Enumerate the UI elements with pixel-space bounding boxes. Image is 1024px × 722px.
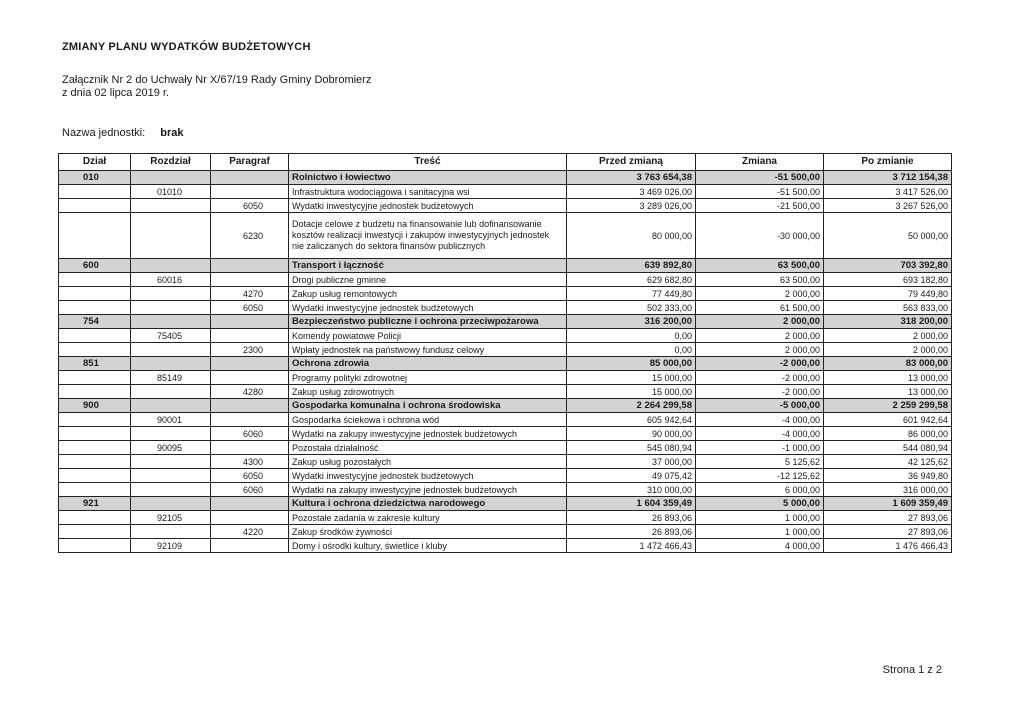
cell-dzial: 600: [59, 259, 131, 273]
cell-przed: 0,00: [567, 329, 696, 343]
cell-paragraf: [211, 399, 289, 413]
cell-paragraf: 4280: [211, 385, 289, 399]
cell-tresc: Wydatki inwestycyjne jednostek budżetowych: [289, 199, 567, 213]
cell-dzial: [59, 427, 131, 441]
cell-zmiana: -1 000,00: [696, 441, 824, 455]
table-row: [59, 399, 952, 413]
table-row: [59, 455, 952, 469]
cell-paragraf: 4270: [211, 287, 289, 301]
cell-zmiana: 5 000,00: [696, 497, 824, 511]
cell-przed: 502 333,00: [567, 301, 696, 315]
cell-tresc: Pozostała działalność: [289, 441, 567, 455]
unit-name: [62, 127, 183, 139]
cell-przed: 629 682,80: [567, 273, 696, 287]
cell-paragraf: 4300: [211, 455, 289, 469]
cell-po: 86 000,00: [824, 427, 952, 441]
cell-rozdzial: [131, 469, 211, 483]
cell-zmiana: 5 125,62: [696, 455, 824, 469]
cell-rozdzial: [131, 213, 211, 259]
cell-dzial: 010: [59, 171, 131, 185]
cell-rozdzial: [131, 315, 211, 329]
cell-paragraf: [211, 497, 289, 511]
annex-line-1: Załącznik Nr 2 do Uchwały Nr X/67/19 Rady Gminy Dobromierz: [62, 74, 372, 86]
cell-przed: 15 000,00: [567, 371, 696, 385]
table-row: [59, 469, 952, 483]
cell-po: 318 200,00: [824, 315, 952, 329]
cell-rozdzial: [131, 301, 211, 315]
unit-value: brak: [160, 127, 184, 139]
cell-paragraf: [211, 511, 289, 525]
table-row: [59, 199, 952, 213]
table-row: [59, 385, 952, 399]
cell-dzial: [59, 199, 131, 213]
cell-tresc: Infrastruktura wodociągowa i sanitacyjna wsi: [289, 185, 567, 199]
cell-po: 703 392,80: [824, 259, 952, 273]
cell-tresc: Zakup usług pozostałych: [289, 455, 567, 469]
table-row: [59, 511, 952, 525]
cell-dzial: 754: [59, 315, 131, 329]
header-rozdzial: Rozdział: [131, 154, 211, 171]
cell-po: 316 000,00: [824, 483, 952, 497]
table-row: [59, 213, 952, 259]
table-row: [59, 287, 952, 301]
cell-rozdzial: [131, 497, 211, 511]
cell-tresc: Drogi publiczne gminne: [289, 273, 567, 287]
cell-paragraf: 6050: [211, 199, 289, 213]
cell-przed: 605 942,64: [567, 413, 696, 427]
cell-przed: 80 000,00: [567, 213, 696, 259]
cell-dzial: [59, 539, 131, 553]
cell-przed: 1 604 359,49: [567, 497, 696, 511]
cell-po: 544 080,94: [824, 441, 952, 455]
cell-przed: 639 892,80: [567, 259, 696, 273]
cell-po: 13 000,00: [824, 385, 952, 399]
cell-dzial: [59, 483, 131, 497]
cell-dzial: [59, 511, 131, 525]
table-row: [59, 371, 952, 385]
cell-tresc: Bezpieczeństwo publiczne i ochrona przeciwpożarowa: [289, 315, 567, 329]
cell-zmiana: -2 000,00: [696, 385, 824, 399]
header-po-zmianie: Po zmianie: [824, 154, 952, 171]
table-row: [59, 413, 952, 427]
cell-paragraf: 4220: [211, 525, 289, 539]
cell-rozdzial: [131, 483, 211, 497]
cell-po: 42 125,62: [824, 455, 952, 469]
cell-zmiana: -51 500,00: [696, 185, 824, 199]
cell-zmiana: -2 000,00: [696, 357, 824, 371]
cell-po: 1 476 466,43: [824, 539, 952, 553]
cell-przed: 85 000,00: [567, 357, 696, 371]
table-body: [59, 171, 952, 553]
cell-przed: 26 893,06: [567, 525, 696, 539]
cell-dzial: 851: [59, 357, 131, 371]
cell-dzial: [59, 185, 131, 199]
document-title: ZMIANY PLANU WYDATKÓW BUDŻETOWYCH: [62, 41, 311, 53]
cell-dzial: [59, 441, 131, 455]
cell-rozdzial: [131, 385, 211, 399]
cell-przed: 3 763 654,38: [567, 171, 696, 185]
cell-dzial: 921: [59, 497, 131, 511]
cell-rozdzial: [131, 525, 211, 539]
cell-po: 601 942,64: [824, 413, 952, 427]
cell-przed: 77 449,80: [567, 287, 696, 301]
cell-po: 2 000,00: [824, 343, 952, 357]
cell-tresc: Ochrona zdrowia: [289, 357, 567, 371]
cell-zmiana: 1 000,00: [696, 525, 824, 539]
cell-tresc: Pozostałe zadania w zakresie kultury: [289, 511, 567, 525]
table-row: [59, 539, 952, 553]
table-row: [59, 525, 952, 539]
table-row: [59, 185, 952, 199]
cell-rozdzial: 90095: [131, 441, 211, 455]
cell-zmiana: 4 000,00: [696, 539, 824, 553]
table-row: [59, 483, 952, 497]
cell-zmiana: 2 000,00: [696, 287, 824, 301]
cell-tresc: Programy polityki zdrowotnej: [289, 371, 567, 385]
cell-po: 36 949,80: [824, 469, 952, 483]
cell-zmiana: -2 000,00: [696, 371, 824, 385]
cell-tresc: Gospodarka komunalna i ochrona środowiska: [289, 399, 567, 413]
cell-przed: 545 080,94: [567, 441, 696, 455]
cell-tresc: Wydatki inwestycyjne jednostek budżetowych: [289, 301, 567, 315]
cell-przed: 0,00: [567, 343, 696, 357]
cell-dzial: [59, 385, 131, 399]
annex-reference: [62, 74, 371, 100]
cell-po: 13 000,00: [824, 371, 952, 385]
cell-zmiana: 6 000,00: [696, 483, 824, 497]
cell-zmiana: -51 500,00: [696, 171, 824, 185]
cell-tresc: Wydatki inwestycyjne jednostek budżetowych: [289, 469, 567, 483]
cell-dzial: [59, 329, 131, 343]
cell-przed: 49 075,42: [567, 469, 696, 483]
cell-zmiana: -5 000,00: [696, 399, 824, 413]
cell-po: 83 000,00: [824, 357, 952, 371]
table-row: [59, 171, 952, 185]
cell-paragraf: [211, 185, 289, 199]
cell-rozdzial: 75405: [131, 329, 211, 343]
cell-dzial: [59, 343, 131, 357]
cell-paragraf: [211, 441, 289, 455]
cell-paragraf: [211, 357, 289, 371]
cell-dzial: [59, 301, 131, 315]
cell-paragraf: 2300: [211, 343, 289, 357]
cell-paragraf: 6060: [211, 483, 289, 497]
cell-przed: 2 264 299,58: [567, 399, 696, 413]
cell-paragraf: 6060: [211, 427, 289, 441]
cell-tresc: Gospodarka ściekowa i ochrona wód: [289, 413, 567, 427]
cell-po: 1 609 359,49: [824, 497, 952, 511]
header-tresc: Treść: [289, 154, 567, 171]
cell-rozdzial: 92105: [131, 511, 211, 525]
cell-dzial: [59, 213, 131, 259]
cell-dzial: [59, 525, 131, 539]
cell-rozdzial: [131, 343, 211, 357]
cell-przed: 26 893,06: [567, 511, 696, 525]
cell-po: 2 259 299,58: [824, 399, 952, 413]
cell-zmiana: -4 000,00: [696, 427, 824, 441]
cell-paragraf: 6230: [211, 213, 289, 259]
cell-paragraf: [211, 171, 289, 185]
cell-dzial: 900: [59, 399, 131, 413]
table-row: [59, 427, 952, 441]
cell-dzial: [59, 371, 131, 385]
cell-rozdzial: [131, 357, 211, 371]
cell-tresc: Komendy powiatowe Policji: [289, 329, 567, 343]
table-row: [59, 273, 952, 287]
cell-paragraf: 6050: [211, 301, 289, 315]
table-row: [59, 329, 952, 343]
cell-zmiana: 61 500,00: [696, 301, 824, 315]
cell-po: 3 417 526,00: [824, 185, 952, 199]
cell-tresc: Zakup usług remontowych: [289, 287, 567, 301]
cell-rozdzial: 90001: [131, 413, 211, 427]
table-row: [59, 497, 952, 511]
cell-po: 563 833,00: [824, 301, 952, 315]
cell-przed: 3 289 026,00: [567, 199, 696, 213]
cell-po: 693 182,80: [824, 273, 952, 287]
cell-zmiana: -30 000,00: [696, 213, 824, 259]
cell-paragraf: [211, 315, 289, 329]
cell-po: 3 712 154,38: [824, 171, 952, 185]
cell-rozdzial: 01010: [131, 185, 211, 199]
table-row: [59, 343, 952, 357]
cell-tresc: Wydatki na zakupy inwestycyjne jednostek budżetowych: [289, 483, 567, 497]
cell-rozdzial: 60016: [131, 273, 211, 287]
cell-po: 27 893,06: [824, 511, 952, 525]
cell-tresc: Zakup środków żywności: [289, 525, 567, 539]
unit-label: Nazwa jednostki:: [62, 127, 146, 139]
cell-dzial: [59, 287, 131, 301]
cell-tresc: Rolnictwo i łowiectwo: [289, 171, 567, 185]
cell-rozdzial: [131, 287, 211, 301]
cell-paragraf: 6050: [211, 469, 289, 483]
header-zmiana: Zmiana: [696, 154, 824, 171]
budget-changes-table: [58, 153, 952, 553]
cell-zmiana: -21 500,00: [696, 199, 824, 213]
cell-rozdzial: 85149: [131, 371, 211, 385]
table-row: [59, 301, 952, 315]
cell-zmiana: -12 125,62: [696, 469, 824, 483]
cell-dzial: [59, 273, 131, 287]
header-dzial: Dział: [59, 154, 131, 171]
cell-tresc: Transport i łączność: [289, 259, 567, 273]
cell-przed: 90 000,00: [567, 427, 696, 441]
cell-przed: 37 000,00: [567, 455, 696, 469]
cell-paragraf: [211, 413, 289, 427]
cell-tresc: Domy i ośrodki kultury, świetlice i kluby: [289, 539, 567, 553]
cell-tresc: Zakup usług zdrowotnych: [289, 385, 567, 399]
cell-zmiana: 63 500,00: [696, 273, 824, 287]
table-row: [59, 259, 952, 273]
cell-przed: 316 200,00: [567, 315, 696, 329]
cell-przed: 15 000,00: [567, 385, 696, 399]
table-header-row: [59, 154, 952, 171]
cell-rozdzial: [131, 399, 211, 413]
cell-przed: 1 472 466,43: [567, 539, 696, 553]
cell-dzial: [59, 413, 131, 427]
cell-po: 50 000,00: [824, 213, 952, 259]
cell-rozdzial: [131, 427, 211, 441]
cell-zmiana: 63 500,00: [696, 259, 824, 273]
cell-rozdzial: [131, 259, 211, 273]
annex-line-2: z dnia 02 lipca 2019 r.: [62, 87, 170, 99]
table-row: [59, 357, 952, 371]
header-paragraf: Paragraf: [211, 154, 289, 171]
cell-tresc: Wydatki na zakupy inwestycyjne jednostek budżetowych: [289, 427, 567, 441]
cell-przed: 310 000,00: [567, 483, 696, 497]
cell-po: 2 000,00: [824, 329, 952, 343]
cell-po: 79 449,80: [824, 287, 952, 301]
cell-po: 3 267 526,00: [824, 199, 952, 213]
cell-rozdzial: [131, 455, 211, 469]
cell-rozdzial: 92109: [131, 539, 211, 553]
cell-przed: 3 469 026,00: [567, 185, 696, 199]
cell-zmiana: 2 000,00: [696, 343, 824, 357]
cell-zmiana: 1 000,00: [696, 511, 824, 525]
cell-paragraf: [211, 259, 289, 273]
page-number: Strona 1 z 2: [882, 664, 942, 676]
cell-paragraf: [211, 539, 289, 553]
cell-zmiana: 2 000,00: [696, 329, 824, 343]
cell-zmiana: 2 000,00: [696, 315, 824, 329]
cell-rozdzial: [131, 171, 211, 185]
table-row: [59, 315, 952, 329]
cell-rozdzial: [131, 199, 211, 213]
cell-dzial: [59, 469, 131, 483]
cell-zmiana: -4 000,00: [696, 413, 824, 427]
cell-tresc: Dotacje celowe z budżetu na finansowanie lub dofinansowanie kosztów realizacji inwestycji i zakupów inwestycyjnych jednostek nie zaliczanych do sektora finansów publicznych: [289, 213, 567, 259]
cell-paragraf: [211, 273, 289, 287]
header-przed-zmiana: Przed zmianą: [567, 154, 696, 171]
cell-tresc: Wpłaty jednostek na państwowy fundusz celowy: [289, 343, 567, 357]
cell-paragraf: [211, 329, 289, 343]
table-row: [59, 441, 952, 455]
cell-po: 27 893,06: [824, 525, 952, 539]
cell-dzial: [59, 455, 131, 469]
cell-tresc: Kultura i ochrona dziedzictwa narodowego: [289, 497, 567, 511]
cell-paragraf: [211, 371, 289, 385]
